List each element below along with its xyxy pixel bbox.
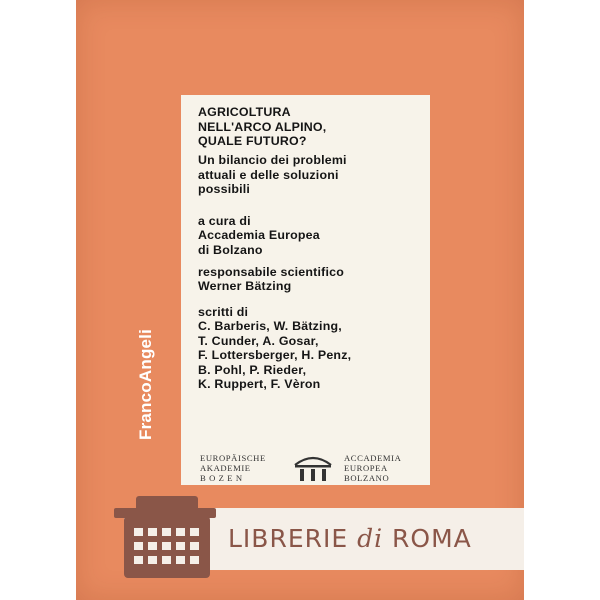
editor-name-line: Accademia Europea: [198, 228, 320, 242]
title-line: QUALE FUTURO?: [198, 134, 307, 148]
book-subtitle: [198, 153, 347, 197]
scientific-lead-name: Werner Bätzing: [198, 279, 292, 293]
logo-line: ACCADEMIA: [344, 453, 402, 463]
watermark-text: [228, 524, 472, 553]
logo-line: EUROPEA: [344, 463, 388, 473]
editor-name: [198, 228, 320, 257]
scientific-lead-label: responsabile scientifico: [198, 265, 344, 279]
academy-name-italian: [344, 453, 401, 483]
watermark-word: LIBRERIE: [228, 524, 358, 553]
subtitle-line: possibili: [198, 182, 251, 196]
subtitle-line: attuali e delle soluzioni: [198, 167, 339, 182]
watermark-word: ROMA: [383, 524, 472, 553]
editor-label: a cura di: [198, 214, 251, 228]
publisher-logo: FrancoAngeli: [136, 328, 155, 440]
author-line: K. Ruppert, F. Vèron: [198, 377, 321, 391]
title-line: NELL'ARCO ALPINO,: [198, 119, 327, 134]
editor-name-line: di Bolzano: [198, 242, 263, 257]
logo-line: AKADEMIE: [200, 463, 251, 473]
author-line: B. Pohl, P. Rieder,: [198, 362, 307, 377]
title-line: AGRICOLTURA: [198, 105, 291, 119]
watermark-word-italic: di: [357, 524, 384, 553]
authors-list: [198, 319, 351, 392]
logo-line: BOLZANO: [344, 473, 390, 483]
logo-line: EUROPÄISCHE: [200, 453, 266, 463]
academy-name-german: [200, 453, 266, 483]
author-line: C. Barberis, W. Bätzing,: [198, 319, 342, 333]
subtitle-line: Un bilancio dei problemi: [198, 153, 347, 167]
typewriter-icon: [114, 490, 218, 582]
academy-logo: [200, 451, 425, 491]
arch-emblem-icon: [291, 453, 335, 483]
logo-line: B O Z E N: [200, 473, 243, 483]
authors-label: scritti di: [198, 305, 249, 319]
author-line: T. Cunder, A. Gosar,: [198, 333, 319, 348]
book-title: [198, 105, 326, 149]
author-line: F. Lottersberger, H. Penz,: [198, 348, 352, 362]
